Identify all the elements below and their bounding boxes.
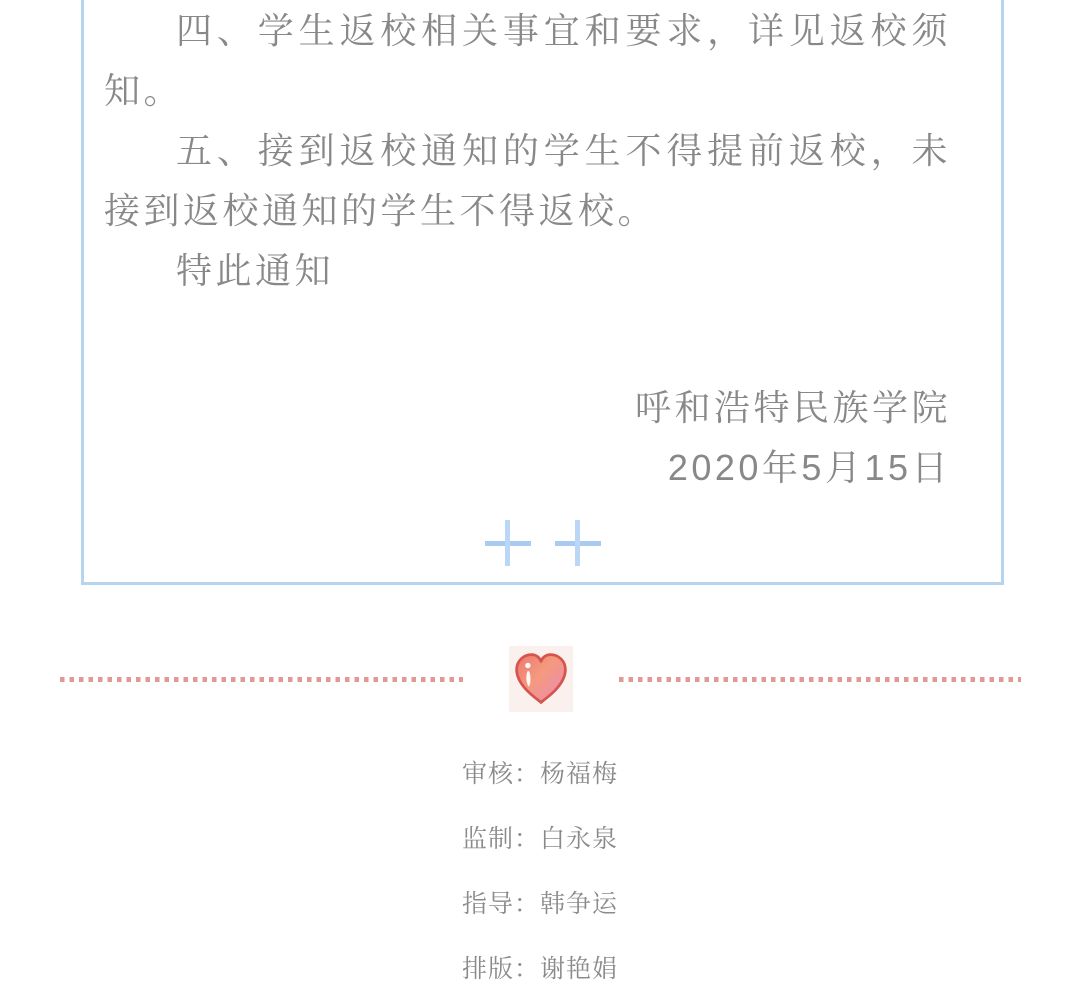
signature-block — [104, 378, 951, 498]
plus-icon — [485, 520, 531, 566]
credits-block — [0, 742, 1080, 1002]
heart-icon — [509, 646, 573, 712]
plus-icon — [555, 520, 601, 566]
plus-decoration-row — [84, 520, 1001, 566]
dotted-line-left — [60, 677, 463, 682]
credit-supervisor: 监制：白永泉 — [461, 825, 619, 853]
notice-closing: 特此通知 — [176, 250, 335, 291]
notice-paragraph-5: 五、接到返校通知的学生不得提前返校，未接到返校通知的学生不得返校。 — [104, 130, 951, 231]
dotted-line-right — [619, 677, 1022, 682]
credit-typesetter: 排版：谢艳娟 — [461, 955, 619, 983]
notice-date: 2020年5月15日 — [667, 447, 951, 488]
notice-paragraph-4: 四、学生返校相关事宜和要求，详见返校须知。 — [104, 10, 951, 111]
signer-name: 呼和浩特民族学院 — [634, 387, 951, 428]
heart-divider — [60, 646, 1021, 712]
credit-reviewer: 审核：杨福梅 — [461, 760, 619, 788]
credit-advisor: 指导：韩争运 — [461, 890, 619, 918]
notice-border-box — [81, 0, 1004, 585]
